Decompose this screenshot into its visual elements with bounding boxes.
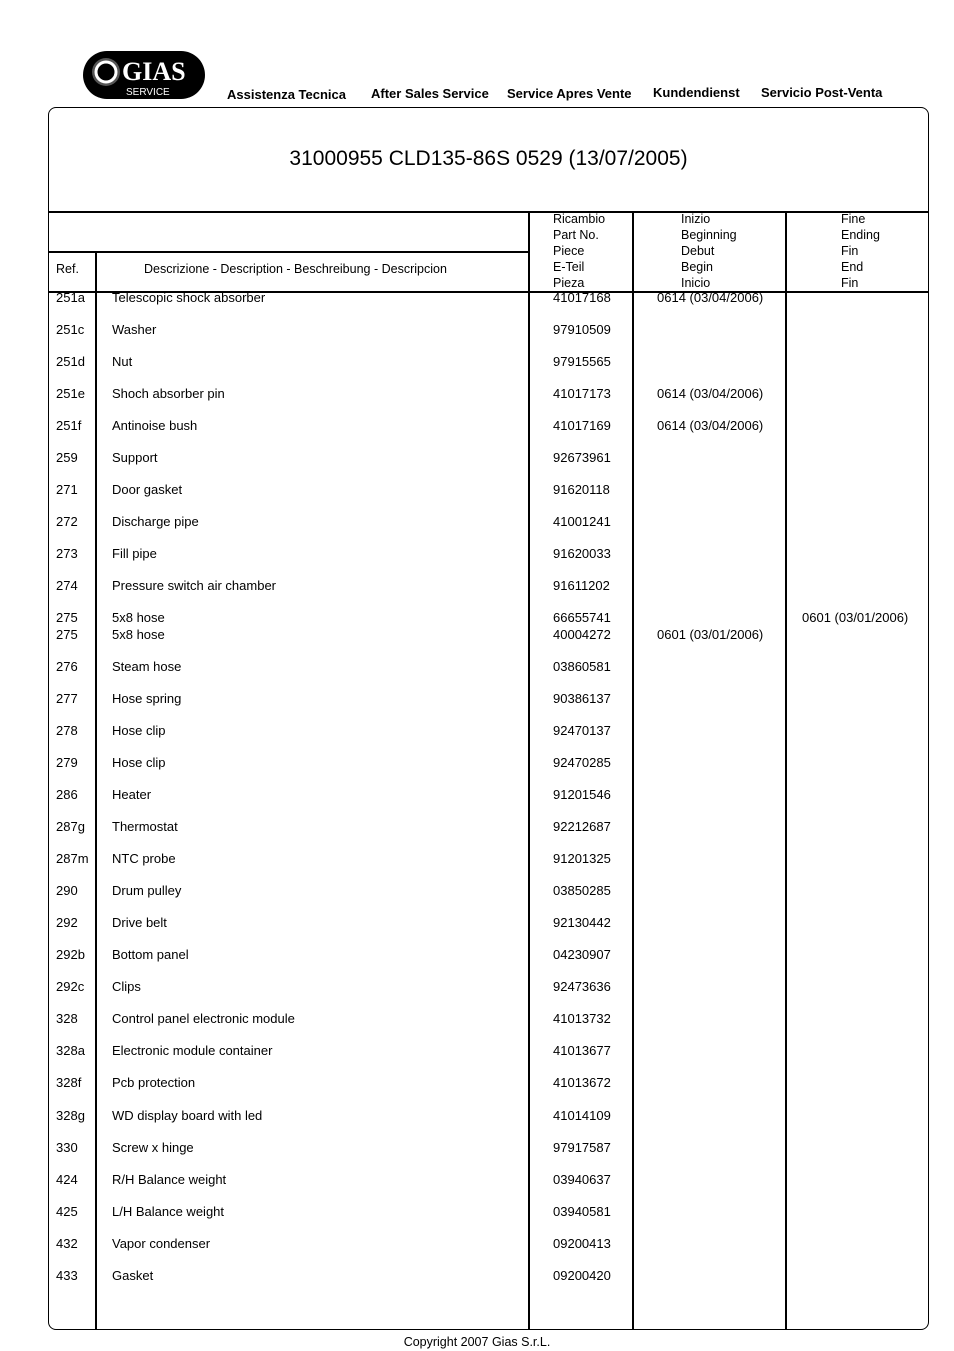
row-ref: 433 bbox=[56, 1268, 78, 1283]
gias-logo bbox=[82, 50, 206, 100]
row-end-date: 0601 (03/01/2006) bbox=[802, 610, 909, 625]
column-header-part-number bbox=[553, 211, 605, 291]
row-description: Vapor condenser bbox=[112, 1236, 211, 1251]
row-description: Door gasket bbox=[112, 482, 183, 497]
document-title: 31000955 CLD135-86S 0529 (13/07/2005) bbox=[289, 147, 688, 170]
row-description: Fill pipe bbox=[112, 546, 157, 561]
row-ref: 328f bbox=[56, 1075, 82, 1090]
row-description: Hose clip bbox=[112, 723, 166, 738]
row-part-number: 03940637 bbox=[553, 1172, 611, 1187]
row-ref: 277 bbox=[56, 691, 78, 706]
row-ref: 251f bbox=[56, 418, 82, 433]
copyright-footer: Copyright 2007 Gias S.r.L. bbox=[403, 1335, 551, 1349]
row-part-number: 09200413 bbox=[553, 1236, 611, 1251]
row-description: Control panel electronic module bbox=[112, 1011, 295, 1026]
row-part-number: 92130442 bbox=[553, 915, 611, 930]
column-header-start-line: Inizio bbox=[681, 212, 711, 226]
row-description: Washer bbox=[112, 322, 157, 337]
row-description: Support bbox=[112, 450, 158, 465]
row-ref: 274 bbox=[56, 578, 78, 593]
row-ref: 328a bbox=[56, 1043, 85, 1058]
row-start-date: 0614 (03/04/2006) bbox=[657, 418, 764, 433]
column-header-end-line: Fin bbox=[841, 276, 859, 290]
row-description: Antinoise bush bbox=[112, 418, 198, 433]
row-ref: 279 bbox=[56, 755, 78, 770]
column-header-part-line: E-Teil bbox=[553, 260, 585, 274]
row-description: Thermostat bbox=[112, 819, 178, 834]
row-ref: 251e bbox=[56, 386, 85, 401]
row-ref: 275 bbox=[56, 610, 78, 625]
row-part-number: 92470285 bbox=[553, 755, 611, 770]
part-column-divider bbox=[632, 211, 634, 1330]
row-part-number: 97915565 bbox=[553, 354, 611, 369]
row-part-number: 92673961 bbox=[553, 450, 611, 465]
row-description: WD display board with led bbox=[112, 1108, 263, 1123]
column-header-end-line: Ending bbox=[841, 228, 880, 242]
column-header-start-line: Begin bbox=[681, 260, 713, 274]
row-part-number: 40004272 bbox=[553, 627, 611, 642]
row-description: Bottom panel bbox=[112, 947, 189, 962]
row-part-number: 41013732 bbox=[553, 1011, 611, 1026]
row-part-number: 03860581 bbox=[553, 659, 611, 674]
row-description: Pcb protection bbox=[112, 1075, 196, 1090]
column-header-start-line: Beginning bbox=[681, 228, 737, 242]
column-header-end-line: Fin bbox=[841, 244, 859, 258]
header-link-after-sales: After Sales Service bbox=[371, 86, 489, 101]
row-ref: 328 bbox=[56, 1011, 78, 1026]
column-header-part-line: Part No. bbox=[553, 228, 599, 242]
row-description: Discharge pipe bbox=[112, 514, 199, 529]
row-part-number: 92470137 bbox=[553, 723, 611, 738]
ref-column-divider bbox=[95, 251, 97, 1330]
row-description: NTC probe bbox=[112, 851, 176, 866]
row-start-date: 0614 (03/04/2006) bbox=[657, 386, 764, 401]
row-description: Telescopic shock absorber bbox=[112, 290, 266, 305]
row-description: Hose spring bbox=[112, 691, 182, 706]
header-top-rule bbox=[48, 211, 929, 213]
row-description: Screw x hinge bbox=[112, 1140, 194, 1155]
row-description: R/H Balance weight bbox=[112, 1172, 227, 1187]
row-ref: 330 bbox=[56, 1140, 78, 1155]
row-description: Heater bbox=[112, 787, 152, 802]
row-description: Drum pulley bbox=[112, 883, 182, 898]
row-part-number: 03850285 bbox=[553, 883, 611, 898]
row-part-number: 92473636 bbox=[553, 979, 611, 994]
header-mid-rule bbox=[48, 251, 529, 253]
row-description: Hose clip bbox=[112, 755, 166, 770]
header-link-assistenza: Assistenza Tecnica bbox=[227, 87, 346, 102]
column-header-description: Descrizione - Description - Beschreibung - Descripcion bbox=[144, 262, 447, 276]
row-part-number: 41001241 bbox=[553, 514, 611, 529]
row-ref: 275 bbox=[56, 627, 78, 642]
header-link-service-apres-vente: Service Apres Vente bbox=[507, 86, 632, 101]
start-column-divider bbox=[785, 211, 787, 1330]
row-ref: 292c bbox=[56, 979, 85, 994]
header-link-kundendienst: Kundendienst bbox=[653, 85, 740, 100]
row-part-number: 41017173 bbox=[553, 386, 611, 401]
row-part-number: 66655741 bbox=[553, 610, 611, 625]
row-ref: 276 bbox=[56, 659, 78, 674]
row-ref: 273 bbox=[56, 546, 78, 561]
row-ref: 272 bbox=[56, 514, 78, 529]
row-part-number: 90386137 bbox=[553, 691, 611, 706]
row-part-number: 91611202 bbox=[553, 578, 610, 593]
header-link-servicio-post-venta: Servicio Post-Venta bbox=[761, 85, 883, 100]
column-header-part-line: Ricambio bbox=[553, 212, 606, 226]
row-ref: 278 bbox=[56, 723, 78, 738]
column-header-end-line: Fine bbox=[841, 212, 866, 226]
row-ref: 425 bbox=[56, 1204, 78, 1219]
row-ref: 287g bbox=[56, 819, 85, 834]
row-ref: 432 bbox=[56, 1236, 78, 1251]
row-part-number: 41013672 bbox=[553, 1075, 611, 1090]
row-part-number: 03940581 bbox=[553, 1204, 611, 1219]
row-part-number: 91201325 bbox=[553, 851, 611, 866]
row-part-number: 41013677 bbox=[553, 1043, 611, 1058]
row-start-date: 0614 (03/04/2006) bbox=[657, 290, 764, 305]
row-part-number: 41017168 bbox=[553, 290, 611, 305]
column-header-end bbox=[841, 211, 880, 291]
column-header-part-line: Piece bbox=[553, 244, 585, 258]
row-ref: 271 bbox=[56, 482, 78, 497]
row-description: 5x8 hose bbox=[112, 610, 165, 625]
row-part-number: 41017169 bbox=[553, 418, 611, 433]
column-header-start bbox=[681, 211, 737, 291]
row-ref: 251c bbox=[56, 322, 85, 337]
row-ref: 424 bbox=[56, 1172, 78, 1187]
row-ref: 328g bbox=[56, 1108, 85, 1123]
row-part-number: 97910509 bbox=[553, 322, 611, 337]
row-description: Nut bbox=[112, 354, 133, 369]
column-header-ref: Ref. bbox=[56, 262, 79, 276]
row-ref: 292b bbox=[56, 947, 85, 962]
row-part-number: 91620118 bbox=[553, 482, 610, 497]
column-header-start-line: Inicio bbox=[681, 276, 711, 290]
row-description: 5x8 hose bbox=[112, 627, 165, 642]
row-part-number: 04230907 bbox=[553, 947, 611, 962]
column-header-part-line: Pieza bbox=[553, 276, 585, 290]
row-ref: 290 bbox=[56, 883, 78, 898]
row-part-number: 92212687 bbox=[553, 819, 611, 834]
row-description: L/H Balance weight bbox=[112, 1204, 225, 1219]
description-column-divider bbox=[528, 211, 530, 1330]
row-description: Electronic module container bbox=[112, 1043, 273, 1058]
row-description: Pressure switch air chamber bbox=[112, 578, 276, 593]
column-header-start-line: Debut bbox=[681, 244, 715, 258]
logo-subtitle: SERVICE bbox=[126, 87, 170, 98]
row-description: Steam hose bbox=[112, 659, 182, 674]
row-part-number: 09200420 bbox=[553, 1268, 611, 1283]
row-start-date: 0601 (03/01/2006) bbox=[657, 627, 764, 642]
row-ref: 287m bbox=[56, 851, 89, 866]
row-ref: 292 bbox=[56, 915, 78, 930]
row-description: Clips bbox=[112, 979, 141, 994]
row-part-number: 91201546 bbox=[553, 787, 611, 802]
row-description: Drive belt bbox=[112, 915, 167, 930]
column-header-end-line: End bbox=[841, 260, 864, 274]
row-description: Shoch absorber pin bbox=[112, 386, 225, 401]
row-ref: 251d bbox=[56, 354, 85, 369]
row-part-number: 41014109 bbox=[553, 1108, 611, 1123]
row-part-number: 91620033 bbox=[553, 546, 611, 561]
row-ref: 286 bbox=[56, 787, 78, 802]
row-part-number: 97917587 bbox=[553, 1140, 611, 1155]
row-ref: 251a bbox=[56, 290, 85, 305]
row-description: Gasket bbox=[112, 1268, 154, 1283]
logo-wordmark: GIAS bbox=[122, 57, 186, 86]
row-ref: 259 bbox=[56, 450, 78, 465]
